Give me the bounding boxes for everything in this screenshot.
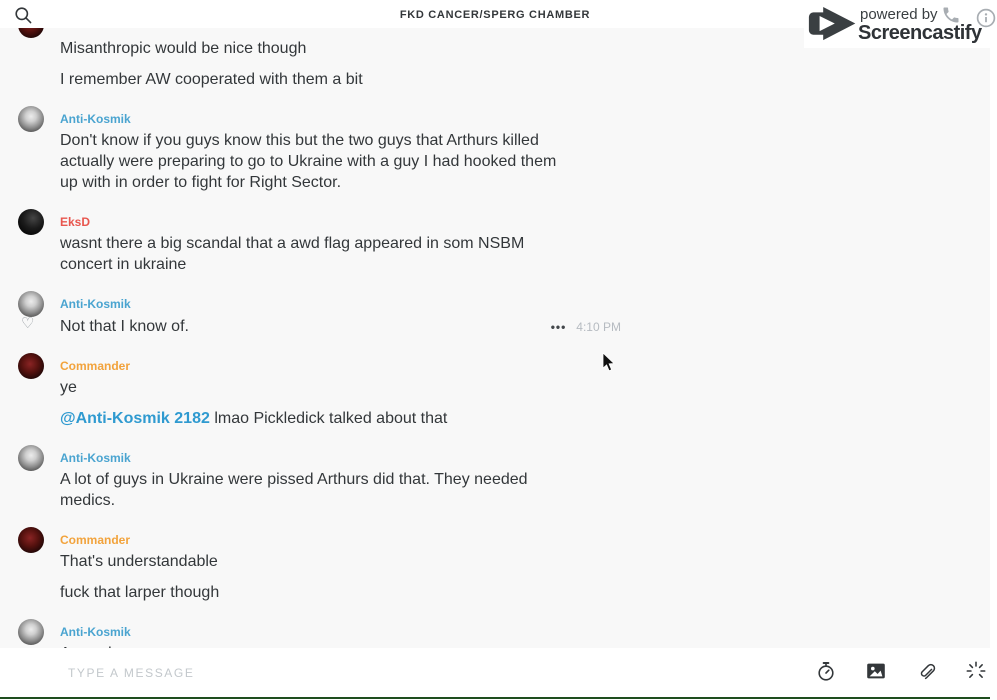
paperclip-icon <box>916 661 936 684</box>
conversation-title: FKD CANCER/SPERG CHAMBER <box>399 9 591 21</box>
composer-buttons <box>788 661 990 685</box>
watermark-powered-by: powered by <box>860 6 938 23</box>
message-list[interactable] <box>0 28 990 648</box>
message-text: A lot of guys in Ukraine were pissed Arthurs did that. They needed medics. <box>60 471 528 509</box>
mention-link[interactable]: @Anti-Kosmik 2182 <box>60 410 210 427</box>
message-text: ye <box>60 379 77 396</box>
sender-name[interactable]: EksD <box>60 215 91 229</box>
watermark-brand: Screencastify <box>858 22 982 44</box>
message-text <box>60 408 560 429</box>
message-text: Don't know if you guys know this but the two guys that Arthurs killed actually were preparing to go to Ukraine with a guy I had hooked them up with in order to fight for Right Sector. <box>60 132 557 191</box>
message-text: I remember AW cooperated with them a bit <box>60 71 363 88</box>
sender-name[interactable]: Anti-Kosmik <box>60 625 131 639</box>
message-group <box>0 106 990 193</box>
add-image-button[interactable] <box>864 661 888 685</box>
burst-icon <box>965 660 987 685</box>
sender-name[interactable]: Commander <box>60 533 131 547</box>
message-text: fuck that larper though <box>60 584 220 601</box>
avatar[interactable] <box>18 353 44 379</box>
message-options-icon[interactable]: ••• <box>550 320 567 334</box>
message-text: Not that I know of. <box>60 318 189 335</box>
screencastify-watermark <box>804 0 990 48</box>
message-group <box>0 445 990 511</box>
info-button[interactable] <box>975 7 997 29</box>
message-text: That's understandable <box>60 553 218 570</box>
attach-file-button[interactable] <box>914 661 938 685</box>
composer-bar <box>0 648 990 697</box>
sender-name[interactable]: Anti-Kosmik <box>60 112 131 126</box>
phone-icon <box>941 13 961 28</box>
sender-name[interactable]: Anti-Kosmik <box>60 297 131 311</box>
message-input[interactable] <box>68 658 788 688</box>
sender-name[interactable]: Commander <box>60 359 131 373</box>
message-group <box>0 291 990 337</box>
avatar[interactable] <box>18 445 44 471</box>
timer-icon <box>816 661 836 685</box>
avatar[interactable] <box>18 291 44 317</box>
info-icon <box>975 17 997 32</box>
call-button[interactable] <box>940 5 962 27</box>
timer-button[interactable] <box>814 661 838 685</box>
screencastify-logo-icon <box>808 4 858 49</box>
message-text-rest: lmao Pickledick talked about that <box>209 410 448 427</box>
timestamp: 4:10 PM <box>576 320 621 334</box>
ping-button[interactable] <box>964 661 988 685</box>
message-group <box>0 527 990 603</box>
message-text: Misanthropic would be nice though <box>60 40 307 57</box>
like-heart-icon[interactable]: ♡ <box>21 315 35 332</box>
message-group <box>0 209 990 275</box>
message-meta <box>551 320 621 334</box>
avatar[interactable] <box>18 619 44 645</box>
sender-name[interactable]: Anti-Kosmik <box>60 451 131 465</box>
avatar[interactable] <box>18 527 44 553</box>
message-group <box>0 353 990 429</box>
message-text: wasnt there a big scandal that a awd flag appeared in som NSBM concert in ukraine <box>60 235 525 273</box>
image-icon <box>866 661 886 684</box>
avatar[interactable] <box>18 209 44 235</box>
input-placeholder: TYPE A MESSAGE <box>68 665 195 680</box>
recording-border <box>0 697 990 699</box>
avatar[interactable] <box>18 106 44 132</box>
